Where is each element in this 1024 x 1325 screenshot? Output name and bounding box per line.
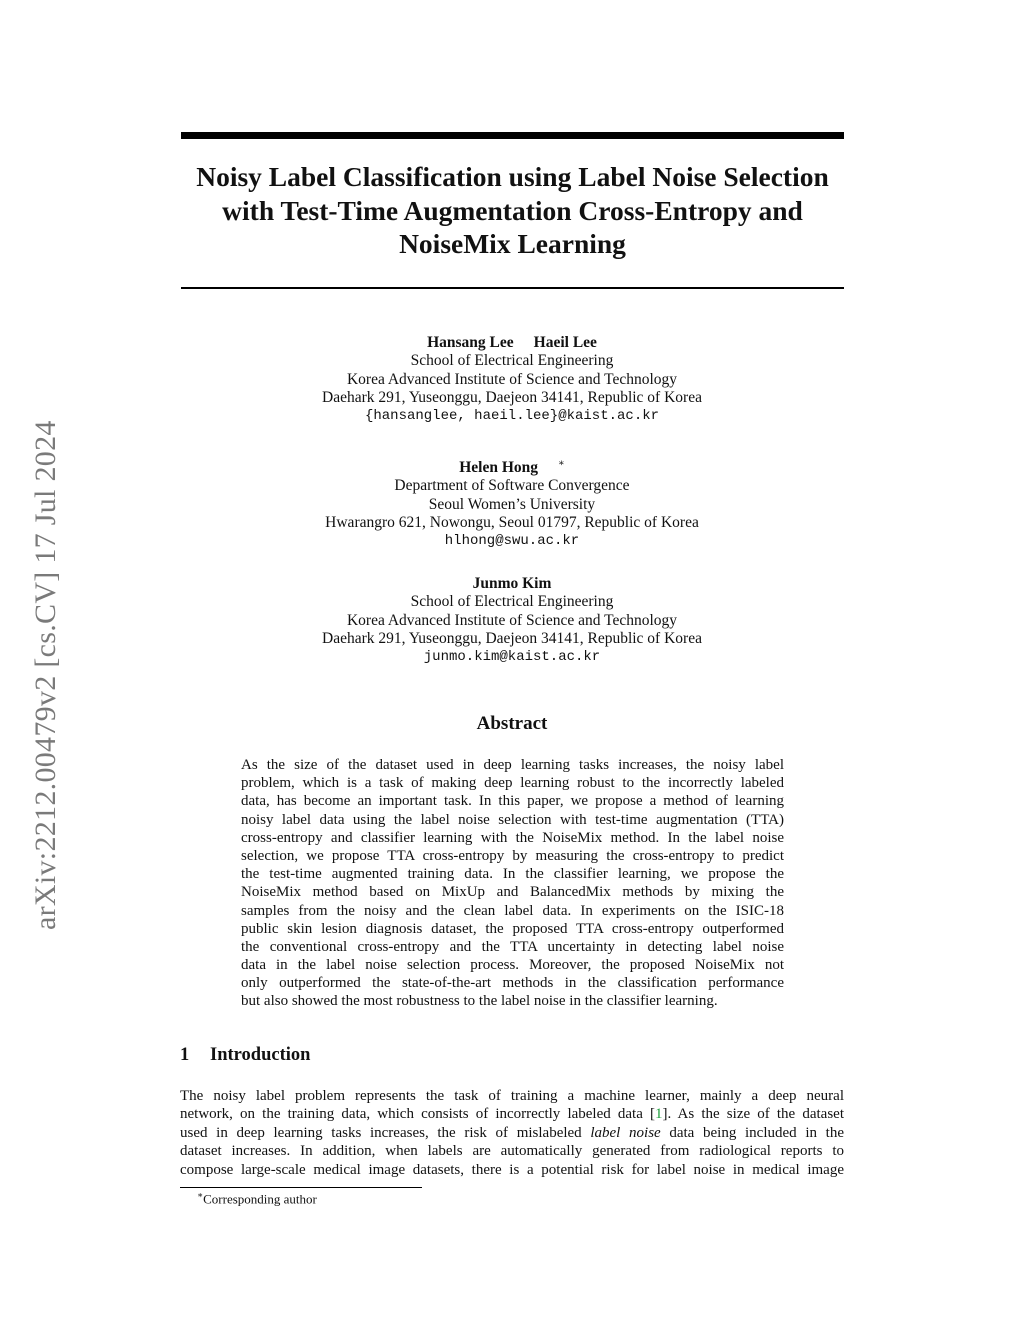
intro-line: dataset increases. In addition, when labels are automatically generated from radiological reports to xyxy=(180,1143,844,1160)
author-email[interactable]: hlhong@swu.ac.kr xyxy=(444,533,580,550)
affiliation-line: Hwarangro 621, Nowongu, Seoul 01797, Republic of Korea xyxy=(325,514,699,532)
abstract-line: As the size of the dataset used in deep learning tasks increases, the noisy label xyxy=(241,757,784,773)
author-block-1 xyxy=(180,334,844,425)
abstract-line: the test-time augmented training data. In the classifier learning, we propose the xyxy=(241,866,784,883)
affiliation-line: Korea Advanced Institute of Science and Technology xyxy=(346,370,678,388)
abstract-line: but also showed the most robustness to the label noise in the classifier learning. xyxy=(241,993,718,1010)
author-email[interactable]: junmo.kim@kaist.ac.kr xyxy=(423,649,601,666)
abstract-line: samples from the noisy and the clean label data. In experiments on the ISIC-18 xyxy=(241,902,784,919)
section-number: 1 xyxy=(180,1045,190,1065)
affiliation-line: Department of Software Convergence xyxy=(394,477,630,495)
title-line: with Test-Time Augmentation Cross-Entropy and xyxy=(222,194,803,226)
introduction-body xyxy=(180,1087,844,1179)
author-name: Helen Hong xyxy=(459,459,538,477)
author-block-3 xyxy=(180,575,844,666)
corresponding-marker: ∗ xyxy=(558,458,565,469)
title-line: Noisy Label Classification using Label Noise Selection xyxy=(196,161,829,192)
affiliation-line: Daehark 291, Yuseonggu, Daejeon 34141, Republic of Korea xyxy=(322,388,702,406)
abstract-body xyxy=(241,756,784,1011)
abstract-line: data, has become an important task. In this paper, we propose a method of learning xyxy=(241,793,784,810)
author-name: Haeil Lee xyxy=(533,334,597,351)
paper-title xyxy=(170,160,855,261)
author-names xyxy=(180,455,844,477)
affiliation-line: School of Electrical Engineering xyxy=(410,352,614,370)
abstract-line: data in the label noise selection process. Moreover, the proposed NoiseMix not xyxy=(241,957,784,974)
abstract-line: noisy label data using the label noise selection with test-time augmentation (TTA) xyxy=(241,811,784,828)
arxiv-identifier: arXiv:2212.00479v2 [cs.CV] 17 Jul 2024 xyxy=(29,420,62,930)
affiliation-line: Seoul Women’s University xyxy=(428,495,596,513)
author-name: Hansang Lee xyxy=(427,334,514,351)
author-names xyxy=(180,334,844,352)
footnote-rule xyxy=(180,1187,422,1188)
abstract-heading: Abstract xyxy=(476,713,548,734)
title-bottom-rule xyxy=(181,287,844,289)
author-email[interactable]: {hansanglee, haeil.lee}@kaist.ac.kr xyxy=(364,408,660,425)
abstract-line: selection, we propose TTA cross-entropy by measuring the cross-entropy to predict xyxy=(241,847,784,864)
abstract-line: cross-entropy and classifier learning with the NoiseMix method. In the label noise xyxy=(241,829,784,846)
intro-line: compose large-scale medical image datasets, there is a potential risk for label noise in medical image xyxy=(180,1161,844,1178)
affiliation-line: School of Electrical Engineering xyxy=(410,593,614,611)
abstract-line: NoiseMix method based on MixUp and BalancedMix methods by mixing the xyxy=(241,884,784,901)
author-block-2 xyxy=(180,455,844,551)
intro-line: used in deep learning tasks increases, the risk of mislabeled label noise data being included in the xyxy=(180,1124,844,1141)
footnote-text: Corresponding author xyxy=(203,1191,317,1207)
author-names xyxy=(180,575,844,593)
abstract-line: only outperformed the state-of-the-art methods in the classification performance xyxy=(241,975,784,992)
footnote xyxy=(197,1190,317,1207)
emphasis-term: label noise xyxy=(590,1124,661,1141)
title-line: NoiseMix Learning xyxy=(399,228,626,259)
affiliation-line: Korea Advanced Institute of Science and Technology xyxy=(346,611,678,629)
affiliation-line: Daehark 291, Yuseonggu, Daejeon 34141, Republic of Korea xyxy=(322,629,702,647)
footnote-marker: ∗ xyxy=(197,1190,204,1200)
section-heading-introduction xyxy=(180,1045,310,1066)
section-title: Introduction xyxy=(210,1045,311,1065)
citation-link[interactable]: 1 xyxy=(655,1106,663,1123)
abstract-line: the conventional cross-entropy and the TTA uncertainty in detecting label noise xyxy=(241,938,784,955)
intro-line: network, on the training data, which consists of incorrectly labeled data [1]. As the size of the dataset xyxy=(180,1106,844,1123)
author-name: Junmo Kim xyxy=(472,575,552,592)
title-top-rule xyxy=(181,132,844,139)
abstract-line: public skin lesion diagnosis dataset, the proposed TTA cross-entropy outperformed xyxy=(241,920,784,937)
abstract-line: problem, which is a task of making deep learning robust to the incorrectly labeled xyxy=(241,775,784,792)
intro-line: The noisy label problem represents the task of training a machine learner, mainly a deep neural xyxy=(180,1088,844,1104)
